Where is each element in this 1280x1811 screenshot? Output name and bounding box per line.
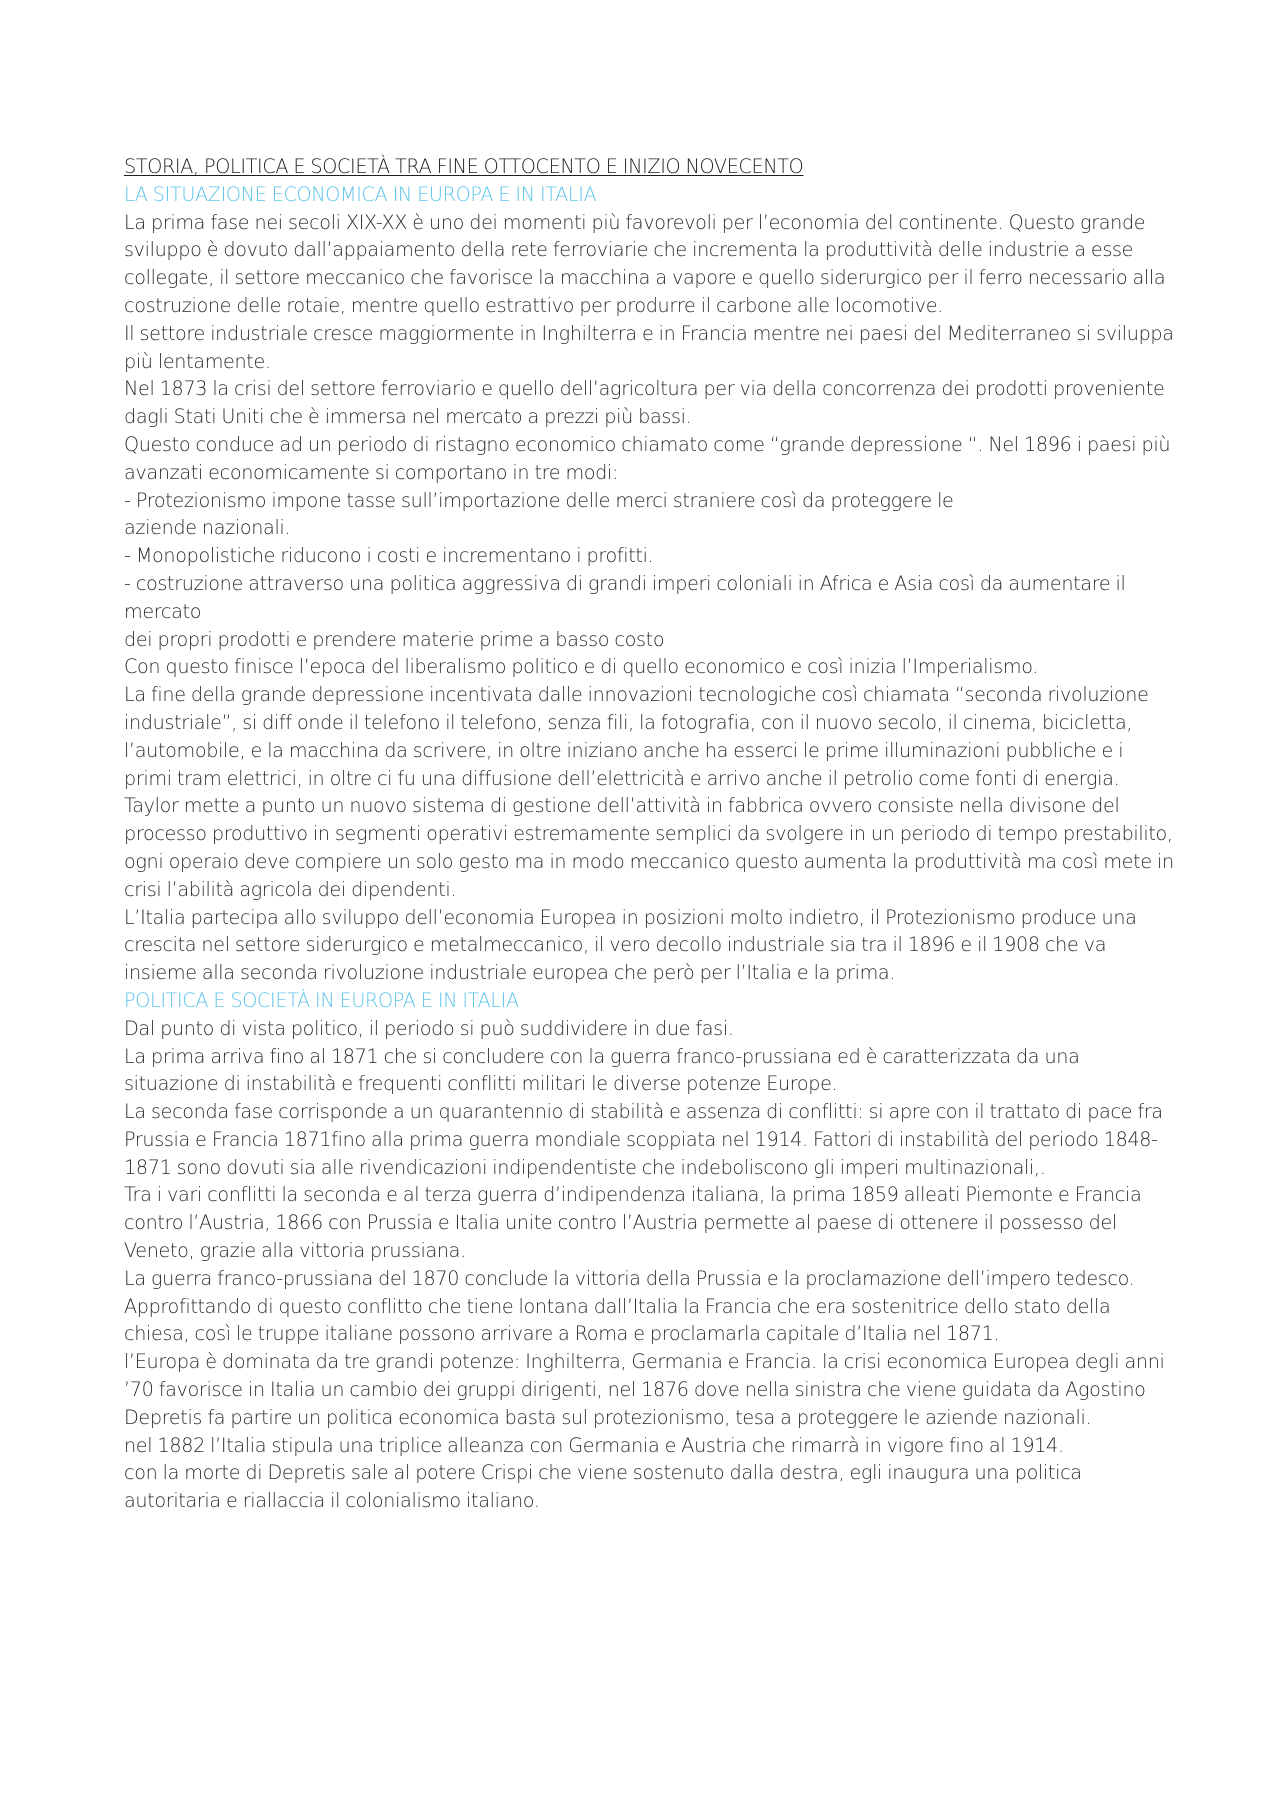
paragraph: con la morte di Depretis sale al potere Crispi che viene sostenuto dalla destra, egli inaugura una politica autoritaria e riallaccia il colonialismo italiano. xyxy=(124,1461,1082,1513)
paragraph: La fine della grande depressione incentivata dalle innovazioni tecnologiche così chiamata “seconda rivoluzione industriale”, si diff onde il telefono il telefono, senza fili, la fotografia, con il nuovo secolo, il cinema, bicicletta, l’automobile, e la macchina da scrivere, in oltre iniziano anche ha esserci le prime illuminazioni pubbliche e i primi tram elettrici, in oltre ci fu una diffusione dell’elettricità e arrivo anche il petrolio come fonti di energia. xyxy=(124,683,1149,790)
list-item: - Protezionismo impone tasse sull’importazione delle merci straniere così da proteggere le xyxy=(124,488,954,512)
section-politica xyxy=(124,987,1176,1515)
section-heading-economia: LA SITUAZIONE ECONOMICA IN EUROPA E IN ITALIA xyxy=(124,182,597,206)
paragraph: La guerra franco-prussiana del 1870 conclude la vittoria della Prussia e la proclamazione dell’impero tedesco. xyxy=(124,1266,1135,1290)
paragraph: L’Italia partecipa allo sviluppo dell’economia Europea in posizioni molto indietro, il Protezionismo produce una crescita nel settore siderurgico e metalmeccanico, il vero decollo industriale sia tra il 1896 e il 1908 che va insieme alla seconda rivoluzione industriale europea che però per l’Italia e la prima. xyxy=(124,905,1137,985)
list-item: - Monopolistiche riducono i costi e incrementano i profitti. xyxy=(124,544,654,568)
paragraph: Approfittando di questo conflitto che tiene lontana dall’Italia la Francia che era sostenitrice dello stato della chiesa, così le truppe italiane possono arrivare a Roma e proclamarla capitale d’Italia nel 1871. xyxy=(124,1294,1111,1346)
paragraph: Taylor mette a punto un nuovo sistema di gestione dell’attività in fabbrica ovvero consiste nella divisone del processo produttivo in segmenti operativi estremamente semplici da svolgere in un periodo di tempo prestabilito, ogni operaio deve compiere un solo gesto ma in modo meccanico questo aumenta la produttività ma così mete in crisi l’abilità agricola dei dipendenti. xyxy=(124,794,1174,901)
paragraph: Tra i vari conflitti la seconda e al terza guerra d’indipendenza italiana, la prima 1859 alleati Piemonte e Francia contro l’Austria, 1866 con Prussia e Italia unite contro l’Austria permette al paese di ottenere il possesso del Veneto, grazie alla vittoria prussiana. xyxy=(124,1183,1142,1263)
paragraph: Dal punto di vista politico, il periodo si può suddividere in due fasi. xyxy=(124,1016,734,1040)
list-item-continuation: aziende nazionali. xyxy=(124,516,291,540)
paragraph: La seconda fase corrisponde a un quarantennio di stabilità e assenza di conflitti: si apre con il trattato di pace fra Prussia e Francia 1871fino alla prima guerra mondiale scoppiata nel 1914. Fattori di instabilità del periodo 1848-1871 sono dovuti sia alle rivendicazioni indipendentiste che indeboliscono gli imperi multinazionali,. xyxy=(124,1100,1163,1179)
paragraph: La prima fase nei secoli XIX-XX è uno dei momenti più favorevoli per l’economia del continente. Questo grande sviluppo è dovuto dall’appaiamento della rete ferroviarie che incrementa la produttività delle industrie a esse collegate, il settore meccanico che favorisce la macchina a vapore e quello siderurgico per il ferro necessario alla costruzione delle rotaie, mentre quello estrattivo per produrre il carbone alle locomotive. xyxy=(124,210,1166,317)
section-heading-politica: POLITICA E SOCIETÀ IN EUROPA E IN ITALIA xyxy=(124,988,519,1012)
paragraph: Il settore industriale cresce maggiormente in Inghilterra e in Francia mentre nei paesi del Mediterraneo si sviluppa più lentamente. xyxy=(124,321,1174,373)
paragraph: La prima arriva fino al 1871 che si concludere con la guerra franco-prussiana ed è caratterizzata da una situazione di instabilità e frequenti conflitti militari le diverse potenze Europe. xyxy=(124,1044,1080,1096)
list-item: - costruzione attraverso una politica aggressiva di grandi imperi coloniali in Africa e Asia così da aumentare il mercato xyxy=(124,571,1126,623)
paragraph: Con questo finisce l’epoca del liberalismo politico e di quello economico e così inizia l’Imperialismo. xyxy=(124,655,1039,679)
list-item-continuation: dei propri prodotti e prendere materie prime a basso costo xyxy=(124,627,665,651)
paragraph: Nel 1873 la crisi del settore ferroviario e quello dell’agricoltura per via della concorrenza dei prodotti proveniente dagli Stati Uniti che è immersa nel mercato a prezzi più bassi. xyxy=(124,377,1165,429)
document-title: STORIA, POLITICA E SOCIETÀ TRA FINE OTTOCENTO E INIZIO NOVECENTO xyxy=(124,155,804,178)
paragraph: nel 1882 l’Italia stipula una triplice alleanza con Germania e Austria che rimarrà in vigore fino al 1914. xyxy=(124,1433,1064,1457)
paragraph: Questo conduce ad un periodo di ristagno economico chiamato come “grande depressione “. Nel 1896 i paesi più avanzati economicamente si comportano in tre modi: xyxy=(124,432,1171,484)
section-economia xyxy=(124,181,1176,987)
paragraph: l’Europa è dominata da tre grandi potenze: Inghilterra, Germania e Francia. la crisi economica Europea degli anni ’70 favorisce in Italia un cambio dei gruppi dirigenti, nel 1876 dove nella sinistra che viene guidata da Agostino Depretis fa partire un politica economica basta sul protezionismo, tesa a proteggere le aziende nazionali. xyxy=(124,1350,1165,1429)
document-page xyxy=(124,153,1176,1515)
